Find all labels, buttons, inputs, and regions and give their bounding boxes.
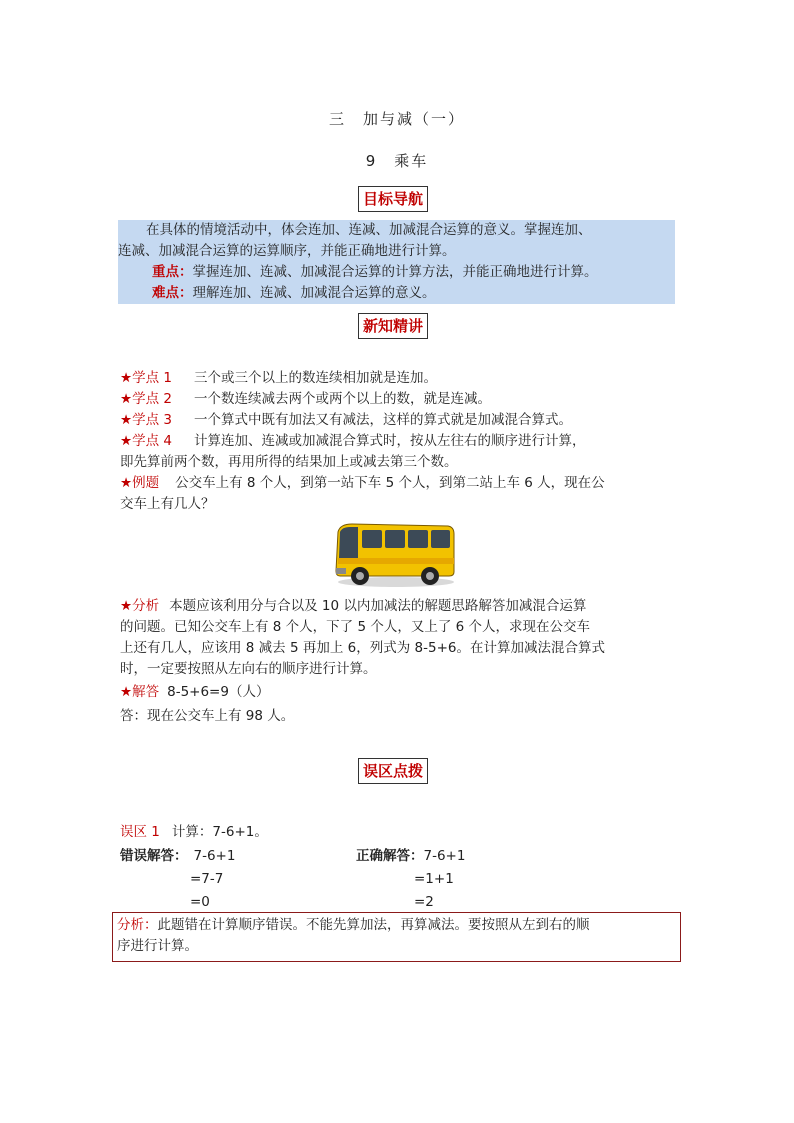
star-icon: ★ xyxy=(120,412,133,428)
analysis-line-3: 上还有几人，应该用 8 减去 5 再加上 6，列式为 8-5+6。在计算加减法混合算式 xyxy=(120,640,605,656)
analysis-line-1 xyxy=(120,596,586,617)
goals-line-1: 在具体的情境活动中，体会连加、连减、加减混合运算的意义。掌握连加、 xyxy=(146,222,592,238)
point-4-cont: 即先算前两个数，再用所得的结果加上或减去第三个数。 xyxy=(120,454,458,470)
point-1 xyxy=(120,368,437,389)
key-label: 重点： xyxy=(152,264,193,280)
mistake-analysis-cont: 序进行计算。 xyxy=(117,938,198,954)
analysis-text: 本题应该利用分与合以及 10 以内加减法的解题思路解答加减混合运算 xyxy=(169,598,587,614)
analysis-line-4: 时，一定要按照从左向右的顺序进行计算。 xyxy=(120,661,377,677)
star-icon: ★ xyxy=(120,391,133,407)
lesson-title: 9 乘车 xyxy=(365,152,429,170)
answer-reply: 答：现在公交车上有 98 人。 xyxy=(120,708,295,724)
key-point xyxy=(118,262,675,283)
point-text: 一个算式中既有加法又有减法，这样的算式就是加减混合算式。 xyxy=(194,412,572,428)
example-cont: 交车上有几人？ xyxy=(120,496,215,512)
point-text: 计算连加、连减或加减混合算式时，按从左往右的顺序进行计算， xyxy=(194,433,586,449)
mistake-analysis-label: 分析： xyxy=(117,917,158,933)
star-icon: ★ xyxy=(120,598,133,614)
analysis-line-2: 的问题。已知公交车上有 8 个人，下了 5 个人，又上了 6 个人，求现在公交车 xyxy=(120,619,591,635)
star-icon: ★ xyxy=(120,684,133,700)
right-answer xyxy=(356,846,465,867)
mistake-analysis-text: 此题错在计算顺序错误。不能先算加法，再算减法。要按照从左到右的顺 xyxy=(157,917,590,933)
right-label: 正确解答： xyxy=(356,848,424,864)
school-bus-illustration xyxy=(330,518,456,588)
goals-box xyxy=(118,220,675,304)
example-text: 公交车上有 8 个人，到第一站下车 5 个人，到第二站上车 6 人，现在公 xyxy=(175,475,605,491)
point-4 xyxy=(120,431,586,452)
key-text: 掌握连加、连减、加减混合运算的计算方法，并能正确地进行计算。 xyxy=(192,264,598,280)
point-text: 一个数连续减去两个或两个以上的数，就是连减。 xyxy=(194,391,491,407)
point-text: 三个或三个以上的数连续相加就是连加。 xyxy=(194,370,437,386)
difficulty-point xyxy=(118,283,675,304)
star-icon: ★ xyxy=(120,370,133,386)
mistake-problem-text: 计算：7-6+1。 xyxy=(171,824,268,840)
star-icon: ★ xyxy=(120,433,133,449)
mistakes-header: 误区点拨 xyxy=(358,758,428,784)
right-step: =2 xyxy=(414,894,434,910)
difficulty-text: 理解连加、连减、加减混合运算的意义。 xyxy=(192,285,436,301)
difficulty-label: 难点： xyxy=(152,285,193,301)
point-label: 学点 3 xyxy=(132,412,172,428)
right-step: 7-6+1 xyxy=(423,848,466,864)
mistake-label: 误区 1 xyxy=(120,824,160,840)
point-2 xyxy=(120,389,491,410)
mistake-problem xyxy=(120,822,268,843)
answer-formula: 8-5+6=9（人） xyxy=(167,684,270,700)
wrong-step: 7-6+1 xyxy=(193,848,236,864)
point-label: 学点 4 xyxy=(132,433,172,449)
wrong-label: 错误解答： xyxy=(120,848,188,864)
wrong-step: =0 xyxy=(190,894,210,910)
chapter-title: 三 加与减（一） xyxy=(328,110,465,128)
analysis-label: 分析 xyxy=(132,598,160,614)
point-label: 学点 1 xyxy=(132,370,172,386)
example xyxy=(120,473,605,494)
goals-line-2: 连减、加减混合运算的运算顺序，并能正确地进行计算。 xyxy=(118,243,456,259)
wrong-step: =7-7 xyxy=(190,871,224,887)
new-knowledge-header: 新知精讲 xyxy=(358,313,428,339)
goals-header: 目标导航 xyxy=(358,186,428,212)
answer xyxy=(120,682,269,703)
point-label: 学点 2 xyxy=(132,391,172,407)
point-3 xyxy=(120,410,572,431)
mistake-analysis-box xyxy=(112,912,681,962)
example-label: 例题 xyxy=(132,475,160,491)
answer-label: 解答 xyxy=(132,684,160,700)
right-step: =1+1 xyxy=(414,871,454,887)
wrong-answer xyxy=(120,846,235,867)
star-icon: ★ xyxy=(120,475,133,491)
